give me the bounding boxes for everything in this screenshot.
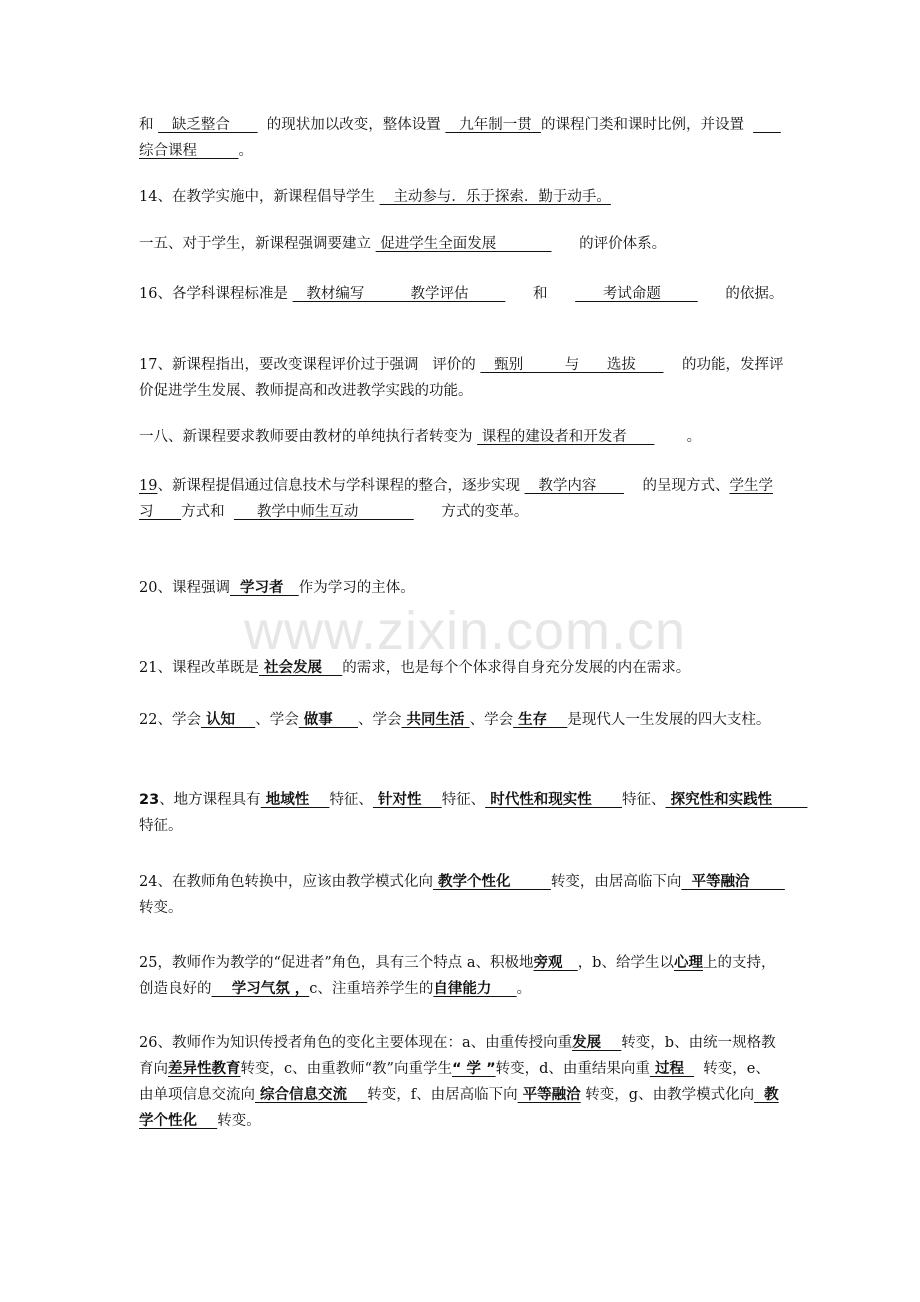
text-segment: 和: [139, 117, 159, 133]
text-segment: c、注重培养学生的: [309, 981, 434, 997]
paragraph-14: [139, 184, 784, 210]
text-segment: 转变，b、由统一规格教育向: [139, 1035, 776, 1077]
answer-blank: 自律能力: [433, 981, 517, 997]
text-segment: 、学会: [358, 712, 402, 728]
text-segment: 的需求，也是每个个体求得自身充分发展的内在需求。: [342, 660, 691, 676]
paragraph-25: [139, 950, 784, 1002]
text-segment: 的呈现方式、: [624, 478, 730, 494]
text-segment: 方式和: [181, 504, 234, 520]
answer-blank: 考试命题: [575, 286, 698, 302]
text-segment: ，b、给学生以: [577, 955, 674, 971]
answer-blank: 过程: [649, 1061, 695, 1077]
watermark: www.zixin.com.cn: [243, 601, 687, 661]
text-segment: 转变。: [139, 900, 183, 916]
answer-blank: 促进学生全面发展: [375, 236, 552, 252]
answer-blank: 发展: [572, 1035, 622, 1051]
text-segment: 的评价体系。: [551, 236, 667, 252]
text-segment: 作为学习的主体。: [298, 580, 415, 596]
text-segment: 是现代人一生发展的四大支柱。: [567, 712, 771, 728]
text-segment: 转变，c、由重教师“教”向重学生: [240, 1061, 452, 1077]
answer-blank: 教材编写 教学评估: [292, 286, 506, 302]
answer-blank: 19: [139, 478, 158, 494]
answer-blank: 缺乏整合: [158, 117, 258, 133]
answer-blank: 生存: [513, 712, 568, 728]
answer-blank: 综合信息交流: [255, 1087, 368, 1103]
text-segment: 25，教师作为教学的“促进者”角色，具有三个特点 a、积极地: [139, 955, 534, 971]
answer-blank: 时代性和现实性: [485, 792, 623, 808]
answer-blank: 平等融洽: [517, 1087, 581, 1103]
paragraph-23: [139, 787, 808, 839]
text-segment: 转变。: [217, 1113, 261, 1129]
text-segment: 一八、新课程要求教师要由教材的单纯执行者转变为: [139, 429, 478, 445]
paragraph-17: [139, 352, 784, 404]
text-segment: 20、课程强调: [139, 580, 230, 596]
paragraph-20: [139, 575, 784, 601]
answer-blank: 社会发展: [258, 660, 343, 676]
text-segment: 。: [238, 143, 253, 159]
text-segment: 26、教师作为知识传授者角色的变化主要体现在：a、由重传授向重: [139, 1035, 573, 1051]
answer-blank: “ 学 ”: [451, 1061, 496, 1077]
answer-blank: 认知: [200, 712, 256, 728]
answer-blank: 学生学习: [139, 478, 773, 520]
paragraph-15: [139, 231, 784, 257]
text-segment: 的功能，发挥评价促进学生发展、教师提高和改进教学实践的功能。: [139, 357, 784, 399]
text-segment: 转变，e、由单项信息交流向: [139, 1061, 770, 1103]
text-segment: 特征、: [441, 792, 486, 808]
text-segment: 14、在教学实施中，新课程倡导学生: [139, 189, 380, 205]
answer-blank: 教学内容: [524, 478, 625, 494]
paragraph-26: [139, 1030, 784, 1134]
text-segment: 转变，由居高临下向: [550, 874, 682, 890]
answer-blank: 探究性和实践性: [665, 792, 808, 808]
text-segment: 的现状加以改变，整体设置: [257, 117, 446, 133]
answer-blank: 学习者: [229, 580, 299, 596]
text-segment: 转变，g、由教学模式化向: [580, 1087, 755, 1103]
answer-blank: 主动参与．乐于探索．勤于动手。: [379, 189, 611, 205]
answer-blank: 教学个性化: [432, 874, 551, 890]
text-segment: 22、学会: [139, 712, 201, 728]
answer-blank: 综合课程: [139, 117, 781, 159]
answer-blank: 学习气氛 ，: [211, 981, 310, 997]
text-segment: 17、新课程指出，要改变课程评价过于强调 评价的: [139, 357, 481, 373]
text-segment: 上的支持，创造良好的: [139, 955, 776, 997]
text-segment: 23: [139, 792, 160, 808]
answer-blank: 课程的建设者和开发者: [477, 429, 655, 445]
paragraph-13-continued: [139, 112, 784, 164]
text-segment: 特征、: [622, 792, 666, 808]
text-segment: 。: [516, 981, 532, 997]
text-segment: 方式的变革。: [413, 504, 529, 520]
answer-blank: 九年制一贯: [445, 117, 541, 133]
text-segment: 一五、对于学生，新课程强调要建立: [139, 236, 376, 252]
answer-blank: 甄别 与 选拔: [480, 357, 664, 373]
answer-blank: 教学个性化: [139, 1087, 779, 1129]
paragraph-21: [139, 655, 784, 681]
paragraph-19: [139, 473, 784, 525]
paragraph-18: [139, 424, 784, 450]
text-segment: 24、在教师角色转换中，应该由教学模式化向: [139, 874, 433, 890]
answer-blank: 地域性: [260, 792, 330, 808]
text-segment: 转变，f、由居高临下向: [367, 1087, 518, 1103]
answer-blank: 共同生活: [401, 712, 470, 728]
text-segment: 转变，d、由重结果向重: [495, 1061, 650, 1077]
paragraph-16: [139, 281, 784, 307]
text-segment: 、地方课程具有: [159, 792, 261, 808]
answer-blank: 平等融洽: [681, 874, 785, 890]
answer-blank: 教学中师生互动: [233, 504, 414, 520]
answer-blank: 差异性教育: [168, 1061, 241, 1077]
text-segment: 、新课程提倡通过信息技术与学科课程的整合，逐步实现: [157, 478, 525, 494]
text-segment: 、学会: [469, 712, 514, 728]
text-segment: 的依据。: [697, 286, 784, 302]
text-segment: 的课程门类和课时比例，并设置: [540, 117, 754, 133]
answer-blank: 心理: [673, 955, 703, 971]
answer-blank: 针对性: [372, 792, 442, 808]
paragraph-22: [139, 707, 784, 733]
text-segment: 。: [654, 429, 702, 445]
answer-blank: 做事: [298, 712, 358, 728]
answer-blank: 旁观: [533, 955, 578, 971]
text-segment: 21、课程改革既是: [139, 660, 259, 676]
text-segment: 、学会: [255, 712, 299, 728]
paragraph-24: [139, 869, 784, 921]
text-segment: 特征、: [329, 792, 373, 808]
text-segment: 16、各学科课程标准是: [139, 286, 293, 302]
text-segment: 和: [505, 286, 576, 302]
text-segment: 特征。: [139, 818, 183, 834]
